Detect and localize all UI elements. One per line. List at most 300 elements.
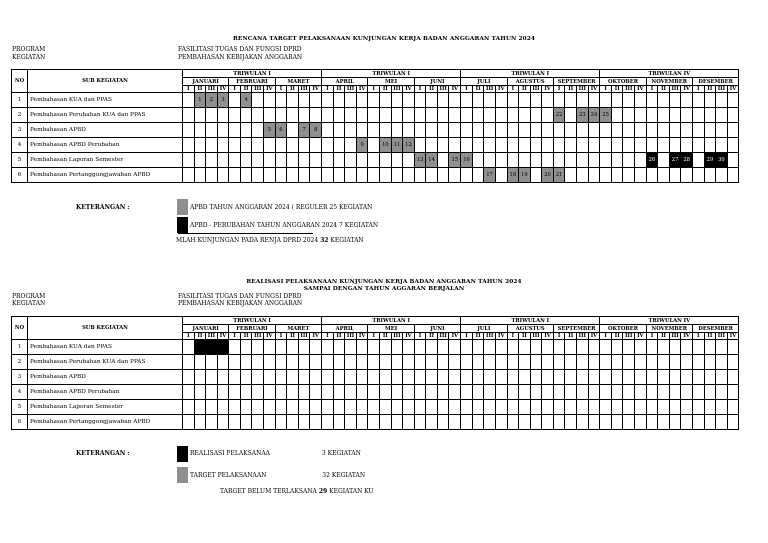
realization-schedule-cell xyxy=(461,340,473,355)
plan-schedule-cell xyxy=(322,168,334,183)
realization-schedule-cell xyxy=(727,400,739,415)
realization-schedule-cell xyxy=(391,355,403,370)
realization-schedule-cell xyxy=(658,385,670,400)
realization-schedule-cell xyxy=(669,355,681,370)
plan-schedule-cell xyxy=(553,138,565,153)
realization-schedule-cell xyxy=(264,385,276,400)
realization-schedule-cell xyxy=(345,400,357,415)
realization-row xyxy=(12,385,739,400)
plan-schedule-cell xyxy=(507,123,519,138)
plan-schedule-cell xyxy=(727,153,739,168)
plan-legend-swatch-reguler xyxy=(177,199,188,215)
realization-schedule-cell xyxy=(298,415,310,430)
realization-schedule-cell xyxy=(542,400,554,415)
realization-schedule-cell xyxy=(519,370,531,385)
realization-schedule-cell xyxy=(472,355,484,370)
realization-schedule-cell xyxy=(287,370,299,385)
realization-schedule-cell xyxy=(519,400,531,415)
realization-schedule-cell xyxy=(484,370,496,385)
realization-header-week: IV xyxy=(542,333,554,340)
plan-schedule-cell-filled: 26 xyxy=(646,153,658,168)
plan-header-week: I xyxy=(368,86,380,93)
plan-schedule-cell xyxy=(298,153,310,168)
plan-schedule-cell xyxy=(333,93,345,108)
plan-schedule-cell xyxy=(240,108,252,123)
plan-schedule-cell xyxy=(356,108,368,123)
plan-schedule-cell xyxy=(322,153,334,168)
plan-schedule-cell xyxy=(264,108,276,123)
realization-header-month-oktober: OKTOBER xyxy=(600,325,646,333)
plan-schedule-cell xyxy=(194,138,206,153)
plan-schedule-cell xyxy=(183,123,195,138)
realization-schedule-cell xyxy=(669,370,681,385)
realization-header-week: I xyxy=(322,333,334,340)
realization-schedule-cell xyxy=(600,340,612,355)
realization-row-sub-kegiatan: Pembahasan Laporan Semester xyxy=(28,400,183,415)
realization-schedule-cell xyxy=(542,355,554,370)
plan-schedule-cell xyxy=(727,108,739,123)
plan-schedule-cell-filled: 13 xyxy=(414,153,426,168)
plan-schedule-cell xyxy=(217,168,229,183)
plan-header-week: IV xyxy=(217,86,229,93)
plan-keterangan-label: KETERANGAN : xyxy=(76,204,130,211)
plan-header-week: IV xyxy=(356,86,368,93)
realization-header-week: I xyxy=(368,333,380,340)
realization-schedule-cell xyxy=(472,415,484,430)
plan-schedule-cell xyxy=(577,93,589,108)
plan-schedule-cell xyxy=(264,93,276,108)
realization-schedule-cell xyxy=(669,385,681,400)
plan-schedule-cell xyxy=(646,93,658,108)
realization-header-month-april: APRIL xyxy=(322,325,368,333)
plan-schedule-cell xyxy=(681,123,693,138)
plan-schedule-cell xyxy=(322,93,334,108)
realization-schedule-cell xyxy=(345,385,357,400)
realization-schedule-cell xyxy=(635,340,647,355)
realization-header-week: II xyxy=(240,333,252,340)
plan-schedule-cell xyxy=(507,138,519,153)
realization-kegiatan-label: KEGIATAN xyxy=(12,300,46,307)
realization-schedule-cell-filled xyxy=(217,340,229,355)
realization-schedule-cell xyxy=(252,400,264,415)
plan-row-no: 3 xyxy=(12,123,28,138)
realization-schedule-cell xyxy=(437,415,449,430)
realization-header-month-agustus: AGUSTUS xyxy=(507,325,553,333)
plan-schedule-cell-filled: 4 xyxy=(240,93,252,108)
realization-schedule-cell xyxy=(403,385,415,400)
realization-schedule-cell xyxy=(206,370,218,385)
plan-schedule-cell xyxy=(565,153,577,168)
realization-schedule-cell xyxy=(437,400,449,415)
plan-schedule-cell xyxy=(658,153,670,168)
realization-row-sub-kegiatan: Pembahasan Perubahan KUA dan PPAS xyxy=(28,355,183,370)
realization-header-week: IV xyxy=(449,333,461,340)
plan-schedule-cell xyxy=(577,168,589,183)
realization-schedule-cell xyxy=(681,340,693,355)
plan-schedule-cell xyxy=(565,168,577,183)
realization-schedule-cell xyxy=(646,400,658,415)
realization-schedule-cell xyxy=(553,385,565,400)
plan-schedule-cell xyxy=(519,138,531,153)
plan-schedule-cell xyxy=(542,123,554,138)
plan-schedule-cell xyxy=(635,153,647,168)
plan-schedule-cell xyxy=(588,123,600,138)
realization-header-week: II xyxy=(287,333,299,340)
plan-schedule-cell xyxy=(391,168,403,183)
plan-schedule-cell xyxy=(623,93,635,108)
plan-schedule-cell xyxy=(692,138,704,153)
realization-schedule-cell-filled xyxy=(206,340,218,355)
plan-schedule-cell-filled: 7 xyxy=(298,123,310,138)
realization-schedule-cell xyxy=(240,340,252,355)
plan-schedule-cell xyxy=(658,138,670,153)
realization-schedule-cell xyxy=(704,355,716,370)
plan-row-sub-kegiatan: Pembahasan Laporan Semester xyxy=(28,153,183,168)
plan-header-week: I xyxy=(507,86,519,93)
plan-schedule-cell xyxy=(368,93,380,108)
realization-row xyxy=(12,400,739,415)
plan-schedule-cell xyxy=(345,153,357,168)
realization-schedule-cell xyxy=(495,400,507,415)
realization-header-month-desember: DESEMBER xyxy=(692,325,738,333)
plan-schedule-cell xyxy=(194,108,206,123)
realization-schedule-cell xyxy=(704,385,716,400)
realization-schedule-cell xyxy=(403,370,415,385)
plan-row-sub-kegiatan: Pembahasan Pertanggungjawaban APBD xyxy=(28,168,183,183)
plan-schedule-cell xyxy=(507,93,519,108)
realization-schedule-cell xyxy=(727,385,739,400)
plan-schedule-cell xyxy=(484,138,496,153)
plan-schedule-cell-filled: 27 xyxy=(669,153,681,168)
realization-header-month-mei: MEI xyxy=(368,325,414,333)
realization-schedule-cell xyxy=(507,415,519,430)
realization-schedule-cell xyxy=(623,400,635,415)
plan-schedule-cell xyxy=(542,108,554,123)
plan-legend-reguler-text: APBD TAHUN ANGGARAN 2024 ( REGULER xyxy=(190,204,328,211)
realization-header-week: I xyxy=(507,333,519,340)
realization-schedule-cell xyxy=(229,370,241,385)
realization-schedule-cell xyxy=(658,400,670,415)
realization-schedule-cell xyxy=(484,400,496,415)
realization-row-no: 4 xyxy=(12,385,28,400)
plan-row xyxy=(12,93,739,108)
realization-schedule-cell xyxy=(380,385,392,400)
realization-schedule-cell xyxy=(217,385,229,400)
plan-header-week: II xyxy=(658,86,670,93)
realization-header-quarter-3: TRIWULAN I xyxy=(461,317,600,325)
realization-schedule-cell xyxy=(681,415,693,430)
realization-schedule-cell xyxy=(646,385,658,400)
plan-schedule-cell xyxy=(461,138,473,153)
realization-header-week: III xyxy=(437,333,449,340)
plan-legend-swatch-perubahan xyxy=(177,217,188,233)
plan-schedule-cell xyxy=(391,108,403,123)
realization-schedule-cell xyxy=(519,340,531,355)
plan-header-week: III xyxy=(391,86,403,93)
realization-schedule-cell xyxy=(716,340,728,355)
plan-header-month-januari: JANUARI xyxy=(183,78,229,86)
realization-legend-realisasi-unit: KEGIATAN xyxy=(327,450,361,457)
plan-total-text: MLAH KUNJUNGAN PADA RENJA DPRD 2024 xyxy=(176,237,319,244)
realization-schedule-cell xyxy=(403,415,415,430)
realization-schedule-cell xyxy=(716,415,728,430)
realization-legend-realisasi xyxy=(190,450,361,457)
plan-schedule-cell xyxy=(449,168,461,183)
plan-schedule-cell xyxy=(704,168,716,183)
plan-schedule-cell xyxy=(252,138,264,153)
realization-legend-target-unit: KEGIATAN xyxy=(331,472,366,479)
realization-schedule-cell xyxy=(322,400,334,415)
plan-schedule-cell-filled: 20 xyxy=(542,168,554,183)
plan-header-week: II xyxy=(240,86,252,93)
plan-header-week: I xyxy=(461,86,473,93)
plan-schedule-cell xyxy=(391,153,403,168)
plan-schedule-cell xyxy=(252,153,264,168)
realization-row xyxy=(12,340,739,355)
realization-schedule-cell xyxy=(484,355,496,370)
realization-header-week: II xyxy=(194,333,206,340)
plan-row xyxy=(12,108,739,123)
plan-schedule-cell xyxy=(623,123,635,138)
plan-total xyxy=(176,237,364,244)
realization-schedule-cell xyxy=(275,355,287,370)
realization-schedule-cell xyxy=(600,385,612,400)
realization-legend-target xyxy=(190,472,365,479)
realization-schedule-cell xyxy=(449,370,461,385)
realization-schedule-cell xyxy=(310,370,322,385)
realization-schedule-cell xyxy=(507,355,519,370)
plan-title: RENCANA TARGET PELAKSANAAN KUNJUNGAN KERJA BADAN ANGGARAN TAHUN 2024 xyxy=(232,36,536,42)
realization-schedule-cell xyxy=(287,415,299,430)
plan-schedule-cell xyxy=(449,93,461,108)
realization-schedule-cell xyxy=(322,415,334,430)
plan-schedule-cell xyxy=(229,108,241,123)
plan-header-month-september: SEPTEMBER xyxy=(553,78,599,86)
realization-header-quarter-1: TRIWULAN I xyxy=(183,317,322,325)
realization-header-week: IV xyxy=(356,333,368,340)
realization-schedule-cell xyxy=(217,415,229,430)
plan-schedule-cell-filled: 23 xyxy=(577,108,589,123)
plan-schedule-cell xyxy=(553,93,565,108)
plan-schedule-cell xyxy=(437,123,449,138)
realization-schedule-cell xyxy=(322,355,334,370)
realization-schedule-cell xyxy=(287,385,299,400)
realization-schedule-cell xyxy=(681,400,693,415)
plan-schedule-cell xyxy=(611,153,623,168)
plan-schedule-cell xyxy=(310,108,322,123)
plan-schedule-cell xyxy=(600,93,612,108)
realization-schedule-cell xyxy=(380,415,392,430)
plan-schedule-cell xyxy=(345,138,357,153)
plan-schedule-cell xyxy=(565,123,577,138)
realization-schedule-cell xyxy=(519,415,531,430)
realization-schedule-cell xyxy=(542,415,554,430)
realization-schedule-cell xyxy=(368,355,380,370)
plan-schedule-cell-filled: 8 xyxy=(310,123,322,138)
plan-header-month-mei: MEI xyxy=(368,78,414,86)
realization-schedule-cell xyxy=(692,415,704,430)
plan-schedule-cell xyxy=(542,153,554,168)
plan-schedule-cell xyxy=(368,123,380,138)
plan-schedule-cell xyxy=(449,123,461,138)
plan-header-week: I xyxy=(275,86,287,93)
plan-schedule-cell xyxy=(716,123,728,138)
plan-schedule-cell xyxy=(623,153,635,168)
realization-schedule-cell xyxy=(275,415,287,430)
plan-schedule-cell xyxy=(646,108,658,123)
realization-header-week: I xyxy=(646,333,658,340)
realization-header-week: IV xyxy=(681,333,693,340)
realization-header-week: II xyxy=(333,333,345,340)
realization-schedule-cell xyxy=(565,400,577,415)
plan-schedule-cell xyxy=(461,93,473,108)
realization-schedule-cell xyxy=(472,340,484,355)
realization-header-week: III xyxy=(577,333,589,340)
plan-schedule-cell xyxy=(391,123,403,138)
plan-schedule-cell xyxy=(716,138,728,153)
plan-schedule-cell xyxy=(495,93,507,108)
realization-schedule-cell xyxy=(623,415,635,430)
plan-schedule-cell xyxy=(275,168,287,183)
plan-row-sub-kegiatan: Pembahasan APBD Perubahan xyxy=(28,138,183,153)
plan-schedule-cell-filled: 25 xyxy=(600,108,612,123)
realization-schedule-cell xyxy=(240,415,252,430)
realization-program-label: PROGRAM xyxy=(12,293,46,300)
plan-schedule-cell xyxy=(380,123,392,138)
realization-schedule-cell xyxy=(287,400,299,415)
plan-schedule-cell xyxy=(437,108,449,123)
plan-schedule-cell xyxy=(611,123,623,138)
realization-schedule-cell xyxy=(530,385,542,400)
realization-schedule-cell xyxy=(461,370,473,385)
realization-schedule-cell xyxy=(356,340,368,355)
realization-remaining-text: TARGET BELUM TERLAKSANA xyxy=(220,488,317,495)
realization-schedule-cell xyxy=(692,370,704,385)
plan-schedule-cell-filled: 2 xyxy=(206,93,218,108)
realization-schedule-cell xyxy=(368,415,380,430)
realization-schedule-cell xyxy=(635,415,647,430)
plan-schedule-cell xyxy=(217,123,229,138)
realization-schedule-cell xyxy=(530,415,542,430)
plan-schedule-cell xyxy=(530,108,542,123)
plan-schedule-cell xyxy=(194,123,206,138)
plan-row-no: 6 xyxy=(12,168,28,183)
plan-schedule-cell xyxy=(611,168,623,183)
plan-program-value: FASILITASI TUGAS DAN FUNGSI DPRD xyxy=(178,46,302,53)
realization-schedule-cell xyxy=(588,370,600,385)
plan-header-week: I xyxy=(646,86,658,93)
realization-schedule-cell xyxy=(727,340,739,355)
plan-schedule-cell xyxy=(658,168,670,183)
plan-schedule-cell xyxy=(322,123,334,138)
plan-header-week: I xyxy=(553,86,565,93)
realization-header-month-maret: MARET xyxy=(275,325,321,333)
plan-schedule-cell xyxy=(183,153,195,168)
realization-schedule-cell xyxy=(403,355,415,370)
plan-schedule-cell xyxy=(275,138,287,153)
plan-schedule-cell xyxy=(669,138,681,153)
realization-schedule-cell xyxy=(194,400,206,415)
realization-header-week: I xyxy=(553,333,565,340)
plan-schedule-cell xyxy=(380,108,392,123)
plan-schedule-cell xyxy=(287,93,299,108)
plan-schedule-cell xyxy=(403,123,415,138)
realization-schedule-cell xyxy=(391,400,403,415)
realization-schedule-cell xyxy=(553,370,565,385)
plan-schedule-cell xyxy=(345,123,357,138)
realization-schedule-cell xyxy=(345,415,357,430)
realization-row-no: 6 xyxy=(12,415,28,430)
plan-schedule-cell xyxy=(461,108,473,123)
plan-row xyxy=(12,168,739,183)
realization-title: REALISASI PELAKSANAAN KUNJUNGAN KERJA BADAN ANGGARAN TAHUN 2024 xyxy=(246,279,522,285)
realization-schedule-cell xyxy=(310,400,322,415)
plan-legend-perubahan-unit: KEGIATAN xyxy=(344,222,379,229)
plan-header-month-oktober: OKTOBER xyxy=(600,78,646,86)
realization-header-week: III xyxy=(669,333,681,340)
realization-schedule-cell xyxy=(681,370,693,385)
realization-schedule-cell xyxy=(345,340,357,355)
realization-schedule-cell xyxy=(194,355,206,370)
plan-schedule-cell xyxy=(635,123,647,138)
realization-schedule-cell xyxy=(437,370,449,385)
realization-schedule-cell xyxy=(716,385,728,400)
realization-schedule-cell xyxy=(252,415,264,430)
realization-schedule-cell xyxy=(426,415,438,430)
realization-schedule-cell xyxy=(507,385,519,400)
plan-schedule-cell xyxy=(553,123,565,138)
realization-schedule-cell xyxy=(449,340,461,355)
plan-schedule-cell xyxy=(206,138,218,153)
realization-schedule-cell xyxy=(217,370,229,385)
plan-row-sub-kegiatan: Pembahasan KUA dan PPAS xyxy=(28,93,183,108)
realization-header-month-februari: FEBRUARI xyxy=(229,325,275,333)
plan-schedule-cell xyxy=(403,153,415,168)
realization-schedule-cell xyxy=(692,340,704,355)
realization-schedule-cell xyxy=(183,400,195,415)
plan-schedule-cell xyxy=(217,153,229,168)
realization-schedule-cell xyxy=(484,340,496,355)
plan-schedule-cell xyxy=(356,123,368,138)
plan-schedule-cell xyxy=(600,123,612,138)
realization-row-no: 5 xyxy=(12,400,28,415)
realization-schedule-cell xyxy=(577,355,589,370)
realization-header-week: II xyxy=(704,333,716,340)
realization-schedule-cell xyxy=(681,385,693,400)
realization-header-week: IV xyxy=(727,333,739,340)
realization-schedule-cell xyxy=(368,340,380,355)
realization-schedule-cell xyxy=(414,400,426,415)
plan-schedule-cell xyxy=(437,138,449,153)
realization-schedule-cell xyxy=(194,370,206,385)
plan-schedule-cell xyxy=(414,168,426,183)
plan-schedule-cell xyxy=(716,93,728,108)
realization-row-sub-kegiatan: Pembahasan APBD Perubahan xyxy=(28,385,183,400)
plan-schedule-cell xyxy=(252,108,264,123)
realization-header-quarter-4: TRIWULAN IV xyxy=(600,317,739,325)
realization-remaining xyxy=(220,488,374,495)
plan-schedule-cell xyxy=(437,168,449,183)
realization-header-week: IV xyxy=(588,333,600,340)
plan-schedule-cell xyxy=(264,153,276,168)
plan-header-week: II xyxy=(380,86,392,93)
realization-schedule-cell xyxy=(264,400,276,415)
plan-header-no: NO xyxy=(12,70,28,93)
plan-schedule-cell-filled: 9 xyxy=(356,138,368,153)
realization-schedule-cell xyxy=(275,385,287,400)
plan-schedule-cell xyxy=(414,93,426,108)
realization-schedule-cell xyxy=(356,400,368,415)
